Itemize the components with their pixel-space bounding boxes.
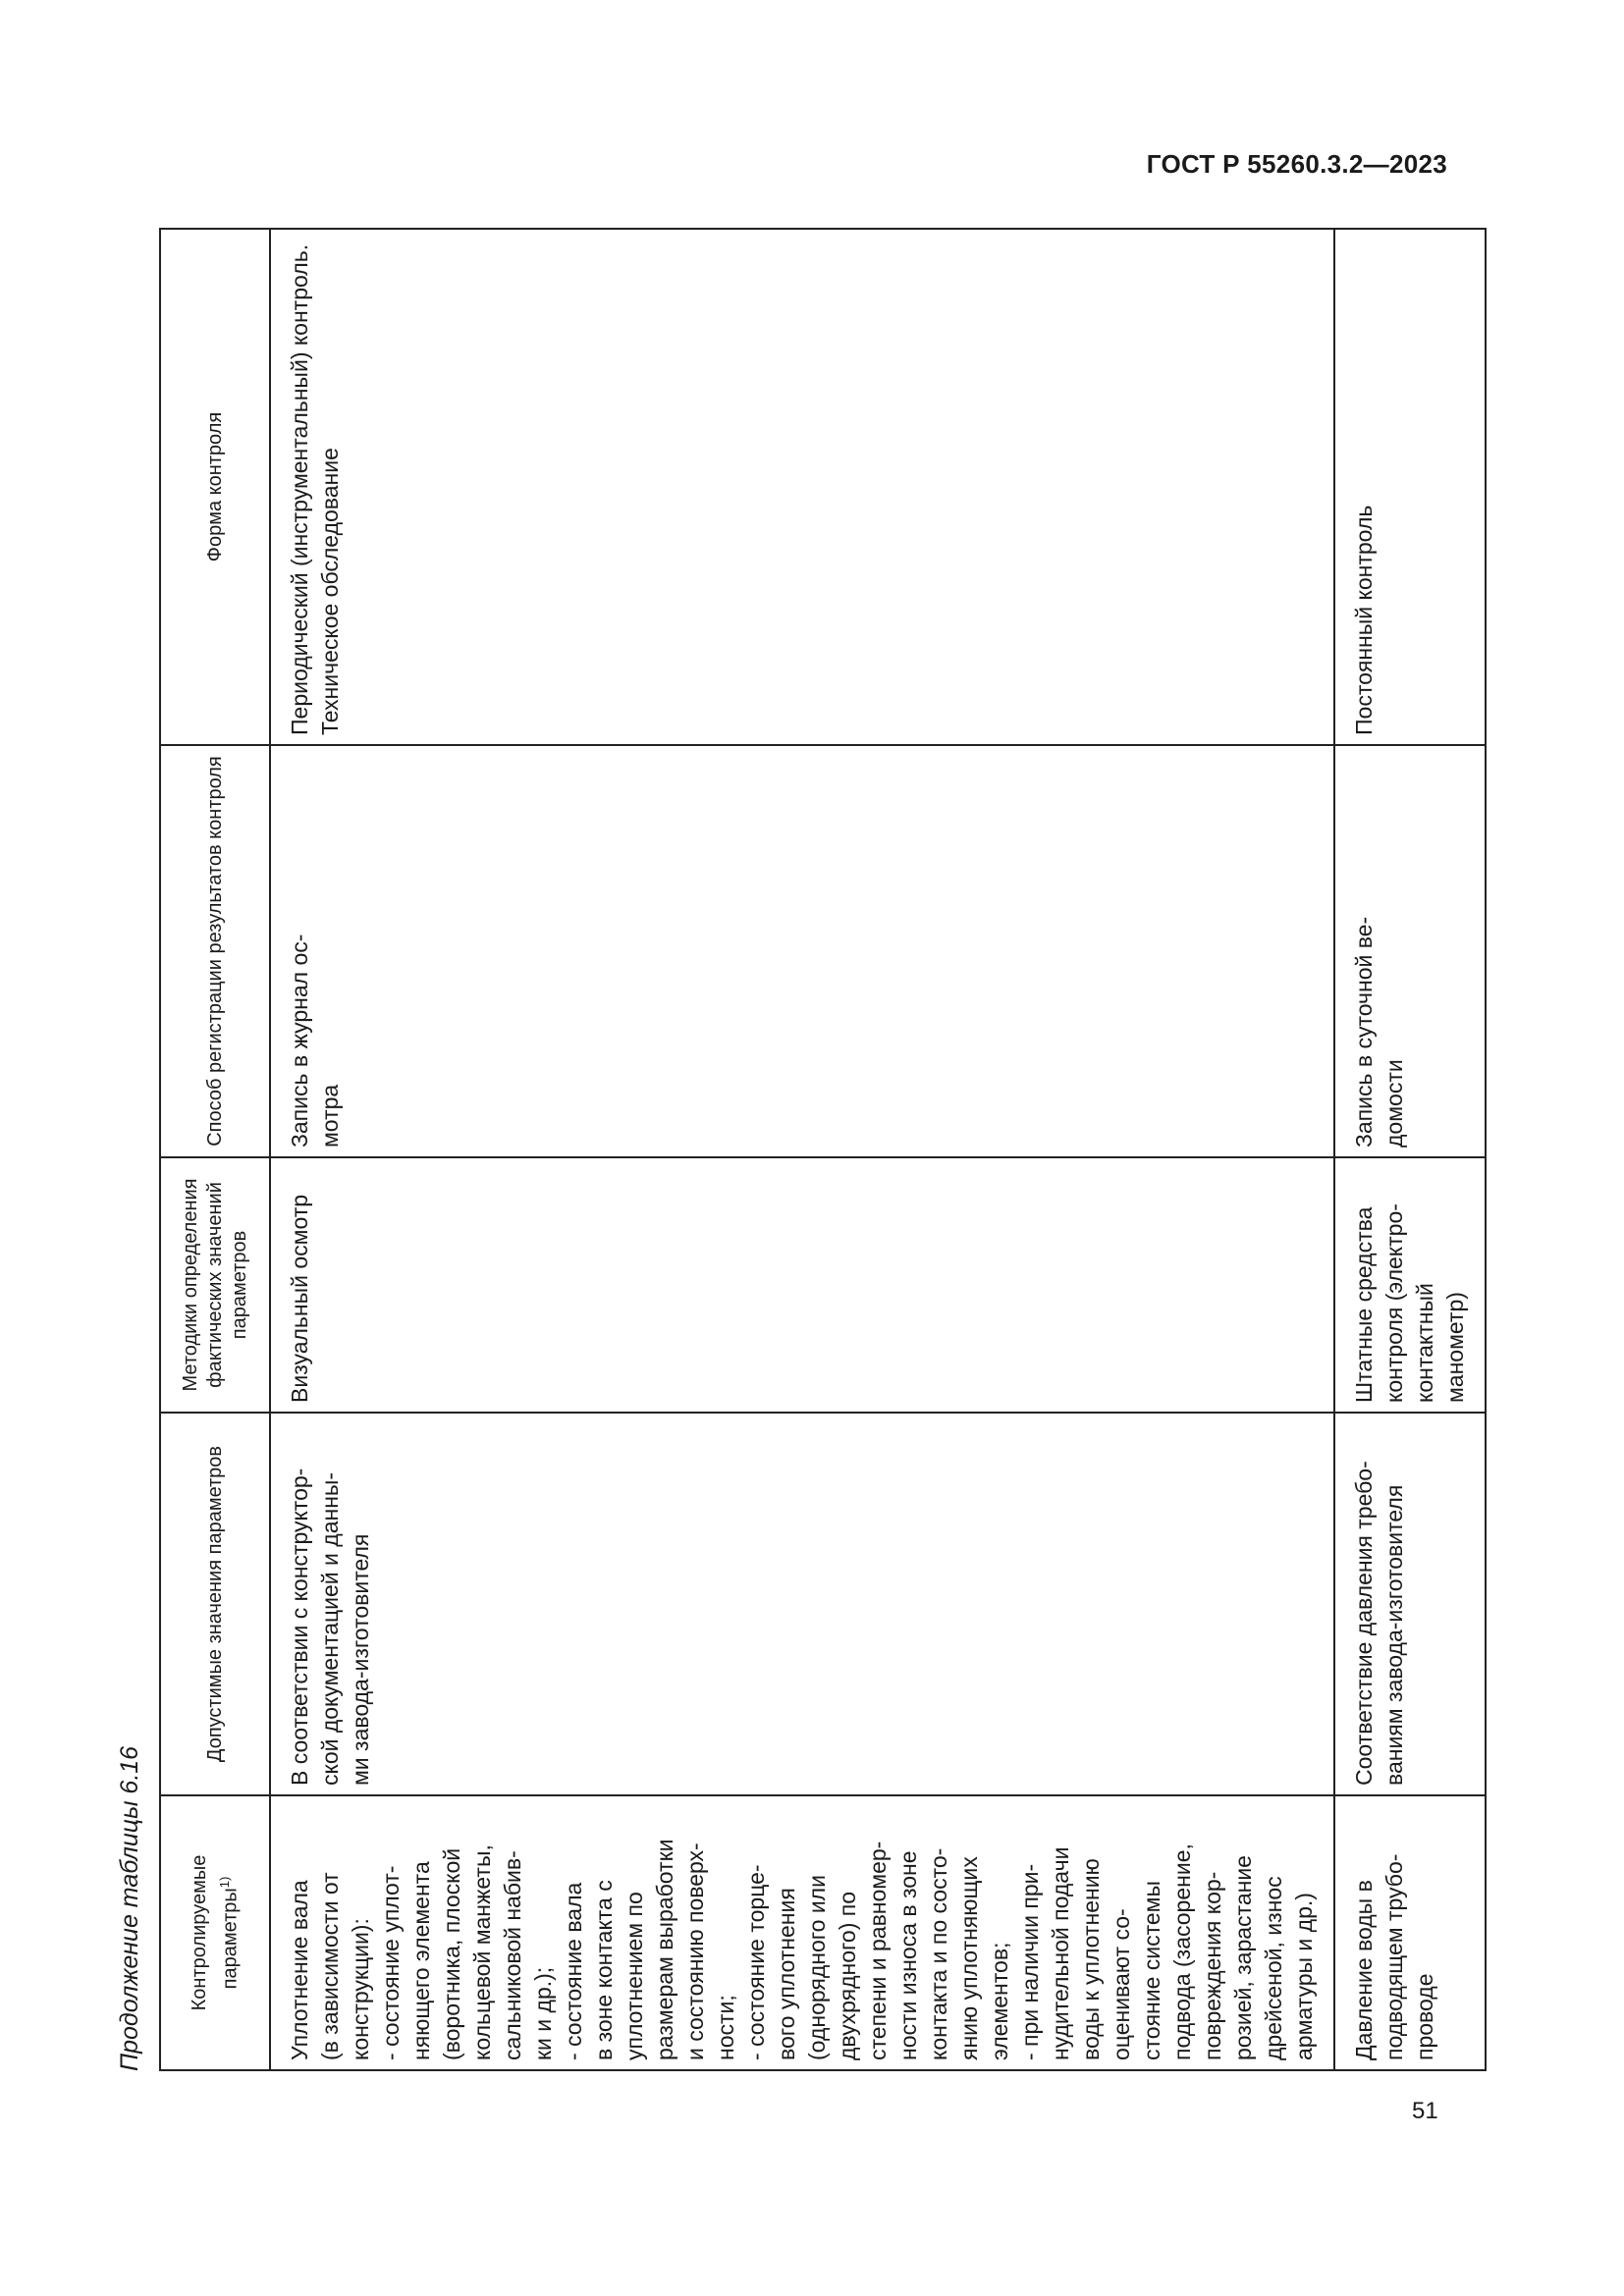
cell-allowed: В соответствии с конструктор- ской документацией и данны- ми завода-изготовителя [270,1413,1334,1795]
table-caption: Продолжение таблицы 6.16 [116,1745,143,2071]
cell-registration: Запись в суточной ве- домости [1334,745,1486,1157]
cell-param: Уплотнение вала (в зависимости от конструкции): - состояние уплот- няющего элемента (воротника, плоской кольцевой манжеты, сальниковой набив- ки и др.); - состояние вала в зоне контакта с уплотнением по размерам выработки и состоянию поверх- ности; - состояние торце- вого уплотнения (однорядного или двухрядного) по степени и равномер- ности износа в зоне контакта и по состо- янию уплотняющих элементов; - при наличии при- нудительной подачи воды к уплотнению оценивают со- стояние системы подвода (засорение, повреждения кор- розией, зарастание дрейсеной, износ арматуры и др.) [270,1795,1334,2070]
cell-method: Штатные средства контроля (электро- контактный манометр) [1334,1157,1486,1413]
cell-registration: Запись в журнал ос- мотра [270,745,1334,1157]
table-header-row [160,229,270,2070]
table-row [270,229,1334,2070]
col-header-registration: Способ регистрации результатов контроля [160,745,270,1157]
rotated-table-block [116,243,1468,2071]
page-number: 51 [1412,2098,1438,2124]
cell-allowed: Соответствие давления требо- ваниям завода-изготовителя [1334,1413,1486,1795]
col-header-params: Контролируемые параметры$^{1)}$ [160,1795,270,2070]
table-row [1334,229,1486,2070]
standard-header: ГОСТ Р 55260.3.2—2023 [1146,149,1447,179]
control-table [159,228,1487,2071]
cell-form: Периодический (инструментальный) контроль. Техническое обследование [270,229,1334,745]
col-header-form: Форма контроля [160,229,270,745]
cell-form: Постоянный контроль [1334,229,1486,745]
cell-param: Давление воды в подводящем трубо- проводе [1334,1795,1486,2070]
col-header-allowed: Допустимые значения параметров [160,1413,270,1795]
cell-method: Визуальный осмотр [270,1157,1334,1413]
col-header-methods: Методики определения фактических значений параметров [160,1157,270,1413]
